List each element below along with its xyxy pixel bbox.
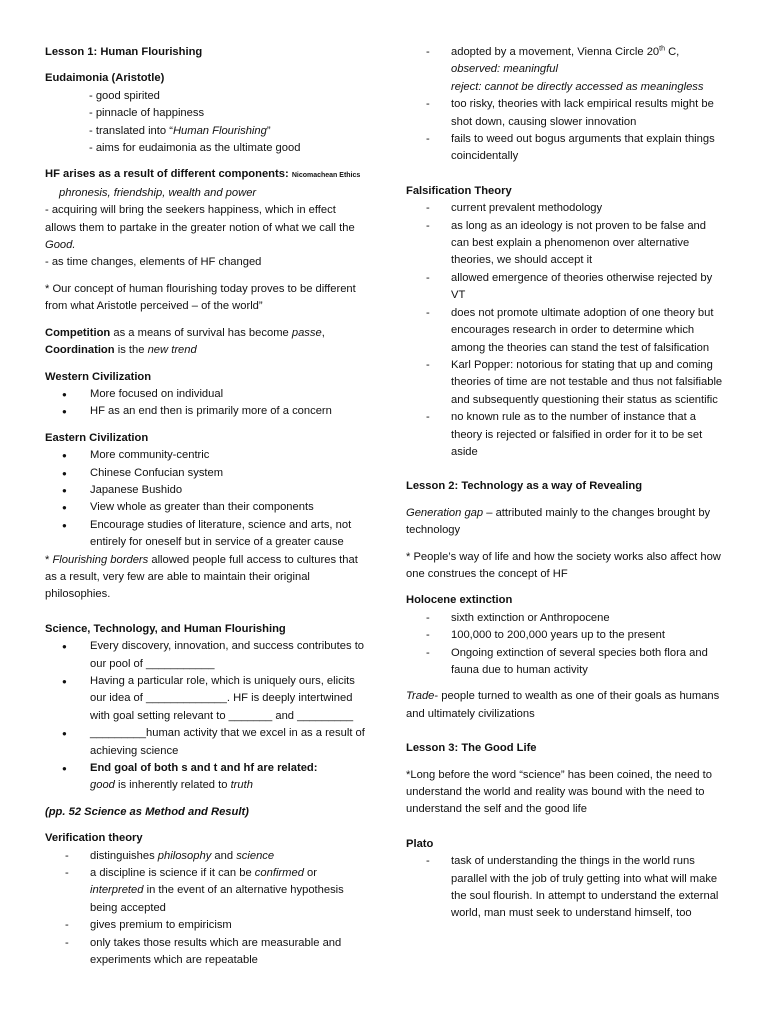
list-item: - gives premium to empiricism bbox=[45, 917, 365, 934]
plato-heading: Plato bbox=[406, 837, 434, 850]
long-before-paragraph: *Long before the word “science” has been coined, the need to understand the world and reality was bound with the need to understand the self and the good life bbox=[406, 768, 713, 816]
lesson1-heading: Lesson 1: Human Flourishing bbox=[45, 46, 203, 58]
generation-gap-paragraph: Generation gap – attributed mainly to the changes brought by technology bbox=[406, 506, 711, 537]
list-item: - translated into “Human Flourishing” bbox=[89, 124, 271, 137]
eastern-list bbox=[45, 447, 365, 551]
concept-paragraph: * Our concept of human flourishing today proves to be different from what Aristotle perceived – of the world” bbox=[45, 282, 356, 313]
list-item: - adopted by a movement, Vienna Circle 20th C, observed: meaningful reject: cannot be directly accessed as meaningless bbox=[406, 44, 724, 96]
list-item: - 100,000 to 200,000 years up to the present bbox=[406, 627, 724, 644]
falsification-list bbox=[406, 200, 724, 461]
list-item: ● Every discovery, innovation, and success contributes to our pool of ___________ bbox=[45, 638, 365, 673]
right-column bbox=[406, 44, 724, 923]
list-item: - sixth extinction or Anthropocene bbox=[406, 610, 724, 627]
list-item: - too risky, theories with lack empirical results might be shot down, causing slower innovation bbox=[406, 96, 724, 131]
holocene-heading: Holocene extinction bbox=[406, 594, 513, 607]
list-item: - a discipline is science if it can be confirmed or interpreted in the event of an alternative hypothesis being accepted bbox=[45, 865, 365, 917]
list-item: ● View whole as greater than their components bbox=[45, 499, 365, 516]
list-item: ● More focused on individual bbox=[45, 386, 365, 403]
list-item: ● Chinese Confucian system bbox=[45, 465, 365, 482]
plato-list bbox=[406, 853, 724, 923]
hf-paragraph-1: - acquiring will bring the seekers happiness, which in effect allows them to partake in the greater notion of what we call the Good. bbox=[45, 204, 355, 252]
peoples-paragraph: * People’s way of life and how the society works also affect how one construes the concept of HF bbox=[406, 550, 721, 580]
list-item: - Ongoing extinction of several species both flora and fauna due to human activity bbox=[406, 645, 724, 680]
list-item: - distinguishes philosophy and science bbox=[45, 848, 365, 865]
sthf-list bbox=[45, 638, 365, 795]
lesson2-heading: Lesson 2: Technology as a way of Revealing bbox=[406, 480, 643, 493]
list-item: - good spirited bbox=[89, 89, 160, 102]
list-item: - as long as an ideology is not proven to be false and can best explain a phenomenon over alternative theories, we should accept it bbox=[406, 218, 724, 270]
left-column bbox=[45, 44, 365, 970]
hf-paragraph-2: - as time changes, elements of HF changed bbox=[45, 256, 262, 269]
list-item: - does not promote ultimate adoption of one theory but encourages research in order to determine which among the theories can stand the test of falsification bbox=[406, 305, 724, 357]
list-item: ● Japanese Bushido bbox=[45, 482, 365, 499]
falsification-heading: Falsification Theory bbox=[406, 184, 512, 197]
verification-continued-list bbox=[406, 44, 724, 166]
holocene-list bbox=[406, 610, 724, 680]
borders-paragraph: * Flourishing borders allowed people full access to cultures that as a result, very few are able to maintain their original philosophies. bbox=[45, 553, 358, 601]
list-item: ● Encourage studies of literature, science and arts, not entirely for oneself but in service of a greater cause bbox=[45, 517, 365, 552]
list-item: - task of understanding the things in the world runs parallel with the job of truly getting into what will make the soul flourish. In attempt to understand the external world, man must seek to understand himself, too bbox=[406, 853, 724, 923]
coordination-line: Coordination is the new trend bbox=[45, 344, 197, 357]
list-item: ● HF as an end then is primarily more of a concern bbox=[45, 403, 365, 420]
list-item: - pinnacle of happiness bbox=[89, 107, 205, 120]
list-item: - no known rule as to the number of instance that a theory is rejected or falsified in order for it to be set aside bbox=[406, 409, 724, 461]
list-item: - fails to weed out bogus arguments that explain things coincidentally bbox=[406, 131, 724, 166]
list-item: - aims for eudaimonia as the ultimate good bbox=[89, 142, 301, 155]
pp52-note: (pp. 52 Science as Method and Result) bbox=[45, 805, 249, 818]
eastern-heading: Eastern Civilization bbox=[45, 431, 149, 444]
hf-arises-line: HF arises as a result of different components: Nicomachean Ethics bbox=[45, 168, 361, 181]
verification-heading: Verification theory bbox=[45, 832, 143, 845]
trade-paragraph: Trade- people turned to wealth as one of their goals as humans and ultimately civilizations bbox=[406, 690, 720, 720]
list-item: ● End goal of both s and t and hf are related: good is inherently related to truth bbox=[45, 760, 365, 795]
list-item: ● _________human activity that we excel in as a result of achieving science bbox=[45, 725, 365, 760]
eudaimonia-heading: Eudaimonia (Aristotle) bbox=[45, 72, 165, 85]
list-item: - only takes those results which are measurable and experiments which are repeatable bbox=[45, 935, 365, 970]
verification-list bbox=[45, 848, 365, 970]
western-heading: Western Civilization bbox=[45, 370, 152, 383]
list-item: - allowed emergence of theories otherwise rejected by VT bbox=[406, 270, 724, 305]
western-list bbox=[45, 386, 365, 421]
lesson3-heading: Lesson 3: The Good Life bbox=[406, 742, 537, 755]
hf-components: phronesis, friendship, wealth and power bbox=[59, 186, 257, 199]
list-item: ● More community-centric bbox=[45, 447, 365, 464]
competition-line: Competition as a means of survival has become passe, bbox=[45, 326, 325, 339]
eudaimonia-list bbox=[45, 88, 365, 158]
list-item: - current prevalent methodology bbox=[406, 200, 724, 217]
list-item: - Karl Popper: notorious for stating that up and coming theories of time are not testable and thus not falsifiable and subsequently questioning their status as scientific bbox=[406, 357, 724, 409]
sthf-heading: Science, Technology, and Human Flourishing bbox=[45, 622, 286, 635]
list-item: ● Having a particular role, which is uniquely ours, elicits our idea of _____________. HF is deeply intertwined with goal setting relevant to _______ and _________ bbox=[45, 673, 365, 725]
